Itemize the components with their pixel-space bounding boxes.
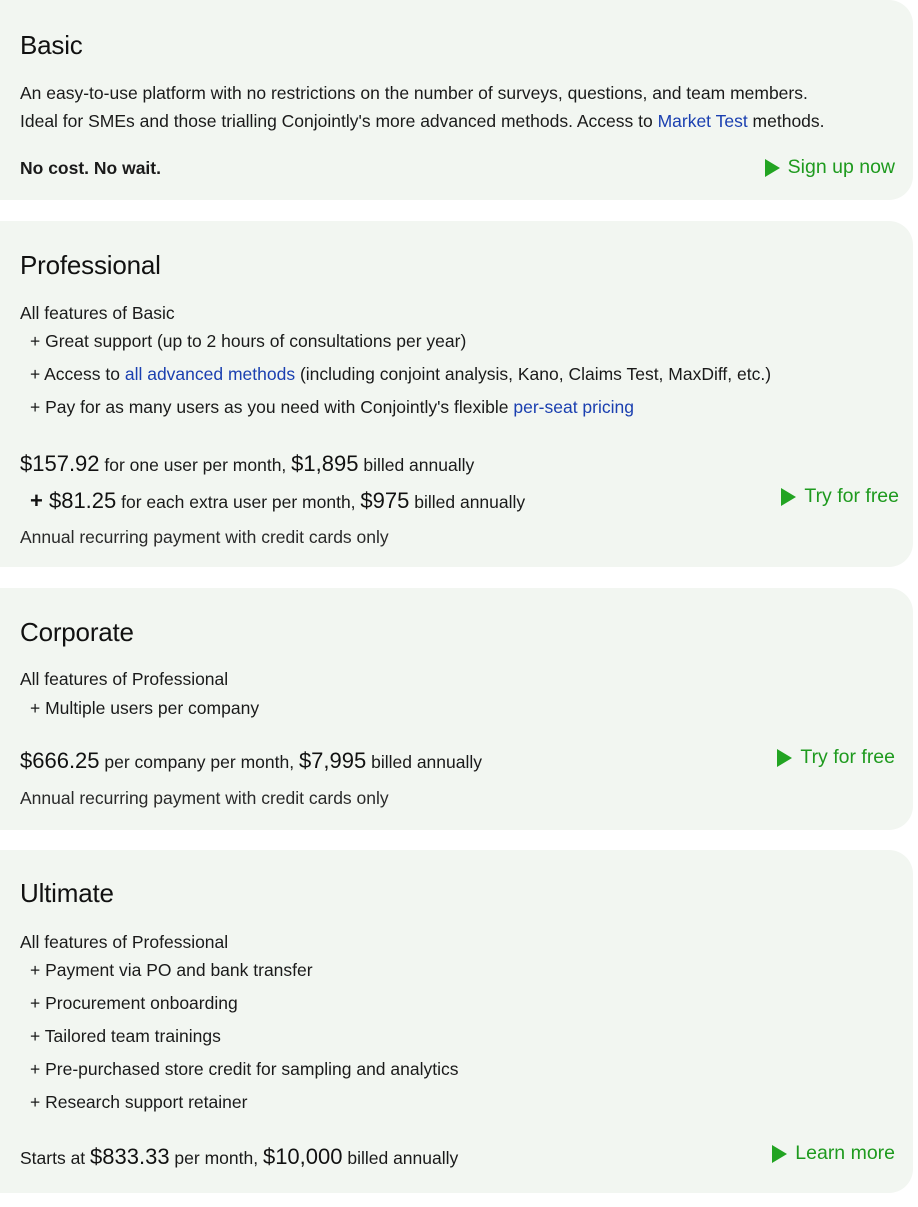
annual-price: $7,995 (298, 748, 367, 773)
feature-item: + Tailored team trainings (30, 1026, 221, 1046)
price-line: $157.92 for one user per month, $1,895 billed annually (20, 451, 475, 476)
features-intro: All features of Basic (20, 303, 175, 323)
plan-description-line2: Ideal for SMEs and those trialling Conjointly's more advanced methods. Access to Market Test methods. (20, 111, 825, 131)
price-line: $666.25 per company per month, $7,995 billed annually (20, 748, 483, 773)
extra-user-price: $81.25 (48, 488, 117, 513)
play-icon (781, 488, 796, 506)
plan-card-corporate (0, 588, 913, 830)
payment-note: Annual recurring payment with credit cards only (20, 527, 389, 547)
plan-title: Ultimate (20, 878, 114, 908)
feature-item: + Great support (up to 2 hours of consultations per year) (30, 331, 467, 351)
price: $833.33 (90, 1144, 170, 1169)
market-test-link[interactable]: Market Test (657, 111, 748, 131)
features-intro: All features of Professional (20, 932, 229, 952)
price: $666.25 (20, 748, 100, 773)
play-icon (777, 749, 792, 767)
feature-item: + Access to all advanced methods (including conjoint analysis, Kano, Claims Test, MaxDiff, etc.) (30, 364, 772, 384)
sign-up-button[interactable]: Sign up now (765, 156, 895, 179)
learn-more-button[interactable]: Learn more (772, 1142, 895, 1165)
price: $157.92 (20, 451, 100, 476)
feature-item: + Multiple users per company (30, 698, 260, 718)
plan-title: Professional (20, 250, 161, 280)
try-for-free-button[interactable]: Try for free (777, 746, 895, 769)
advanced-methods-link[interactable]: all advanced methods (124, 364, 296, 384)
feature-item: + Procurement onboarding (30, 993, 238, 1013)
feature-item: + Research support retainer (30, 1092, 248, 1112)
annual-price: $10,000 (262, 1144, 343, 1169)
per-seat-pricing-link[interactable]: per-seat pricing (513, 397, 634, 417)
plan-description: An easy-to-use platform with no restrictions on the number of surveys, questions, and team members. (20, 83, 808, 103)
try-for-free-button[interactable]: Try for free (781, 485, 899, 508)
play-icon (772, 1145, 787, 1163)
feature-item: + Payment via PO and bank transfer (30, 960, 313, 980)
annual-price: $1,895 (291, 451, 359, 476)
plan-card-basic (0, 0, 913, 200)
plan-title: Corporate (20, 617, 134, 647)
features-intro: All features of Professional (20, 669, 229, 689)
payment-note: Annual recurring payment with credit cards only (20, 788, 389, 808)
feature-item: + Pre-purchased store credit for sampling and analytics (30, 1059, 459, 1079)
plan-tagline: No cost. No wait. (20, 158, 161, 178)
play-icon (765, 159, 780, 177)
extra-user-price-line: + $81.25 for each extra user per month, $975 billed annually (30, 488, 526, 513)
plan-title: Basic (20, 30, 83, 60)
price-line: Starts at $833.33 per month, $10,000 billed annually (20, 1144, 459, 1169)
plan-card-professional (0, 221, 913, 567)
extra-user-annual-price: $975 (360, 488, 410, 513)
plan-card-ultimate (0, 850, 913, 1193)
feature-item: + Pay for as many users as you need with Conjointly's flexible per-seat pricing (30, 397, 634, 417)
